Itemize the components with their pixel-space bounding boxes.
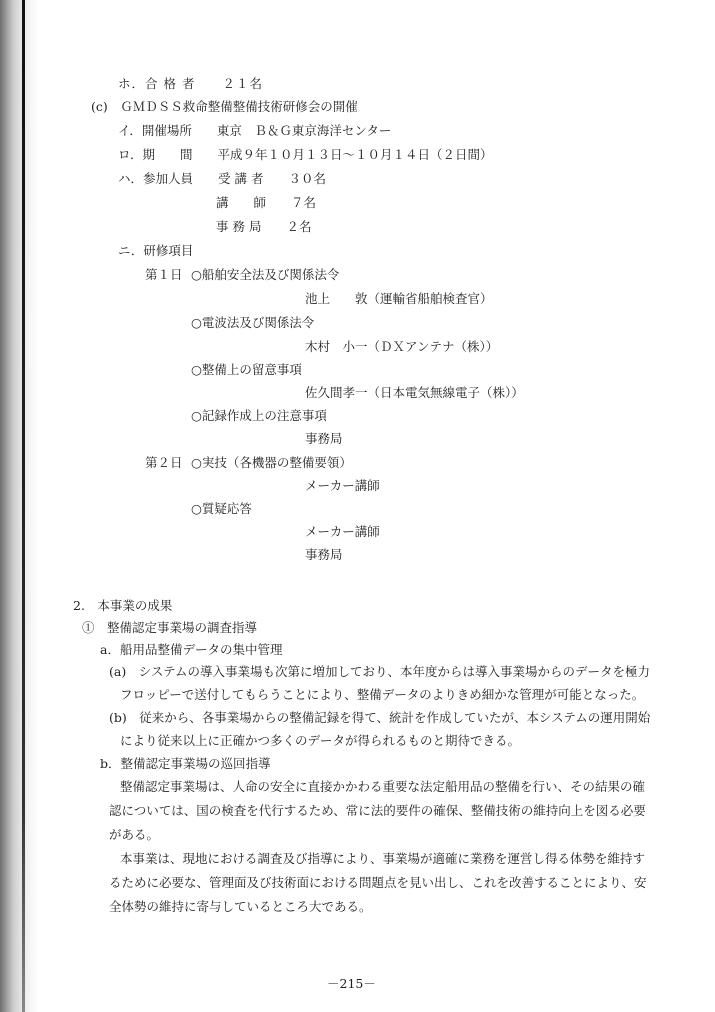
day1-presenter-2: 木村 小一（ＤＸアンテナ（株）） <box>305 339 499 354</box>
instructors-line: 講 師 ７名 <box>216 195 317 210</box>
binding-edge <box>22 0 25 1012</box>
topics-heading: ニ．研修項目 <box>118 243 194 258</box>
item-b-para1-line3: がある。 <box>109 827 160 842</box>
day1-topic-2: ○電波法及び関係法令 <box>191 315 315 330</box>
day2-topic-2: ○質疑応答 <box>191 501 252 516</box>
item-a1-line1: (a) システムの導入事業場も次第に増加しており、本年度からは導入事業場からのデータを極力 <box>109 664 650 679</box>
item-b-heading: b．整備認定事業場の巡回指導 <box>100 756 271 771</box>
passers-line: ホ．合 格 者 ２１名 <box>118 76 263 91</box>
item-a1-line2: フロッピーで送付してもらうことにより、整備データのよりきめ細かな管理が可能となった。 <box>120 687 645 702</box>
day1-presenter-4: 事務局 <box>305 431 343 446</box>
item-b-para1-line1: 整備認定事業場は、人命の安全に直接かかわる重要な法定船用品の整備を行い、その結果の確 <box>120 779 646 794</box>
day2-topic-1: ○実技（各機器の整備要領） <box>191 455 352 470</box>
day2-presenter-2b: 事務局 <box>305 547 343 562</box>
period-line: ロ．期 間 平成９年１０月１３日～１０月１４日（２日間） <box>118 147 493 162</box>
item-b-para2-line1: 本事業は、現地における調査及び指導により、事業場が適確に業務を運営し得る体勢を維持す <box>120 851 646 866</box>
day1-topic-4: ○記録作成上の注意事項 <box>191 408 327 423</box>
day2-label: 第２日 <box>145 455 183 470</box>
day1-label: 第１日 <box>145 267 183 282</box>
day1-presenter-1: 池上 敦（運輸省船舶検査官） <box>305 291 493 306</box>
item-b-para2-line2: るために必要な、管理面及び技術面における問題点を見い出し、これを改善することにより、安 <box>109 875 647 890</box>
item-a2-line2: により従来以上に正確かつ多くのデータが得られるものと期待できる。 <box>120 733 521 748</box>
section-c-heading: (c) ＧＭＤＳＳ救命整備整備技術研修会の開催 <box>91 99 358 114</box>
secretariat-count-line: 事 務 局 ２名 <box>216 219 312 234</box>
section-2-heading: 2. 本事業の成果 <box>73 598 173 613</box>
item-b-para1-line2: 認については、国の検査を代行するため、常に法的要件の確保、整備技術の維持向上を図る必要 <box>109 803 646 818</box>
binding-shadow <box>0 0 40 1012</box>
subsection-1-heading: ① 整備認定事業場の調査指導 <box>82 620 258 635</box>
day2-presenter-1: メーカー講師 <box>305 478 380 493</box>
day1-topic-1: ○船舶安全法及び関係法令 <box>191 267 340 282</box>
day1-topic-3: ○整備上の留意事項 <box>191 362 302 377</box>
day2-presenter-2a: メーカー講師 <box>305 524 380 539</box>
day1-presenter-3: 佐久間孝一（日本電気無線電子（株）） <box>305 385 524 400</box>
participants-line: ハ．参加人員 受 講 者 ３０名 <box>118 171 326 186</box>
item-a-heading: a．船用品整備データの集中管理 <box>100 642 283 657</box>
item-b-para2-line3: 全体勢の維持に寄与しているところ大である。 <box>109 899 372 914</box>
venue-line: イ．開催場所 東京 Ｂ＆Ｇ東京海洋センター <box>118 123 392 138</box>
item-a2-line1: (b) 従来から、各事業場からの整備記録を得て、統計を作成していたが、本システムの運用開始 <box>109 710 651 725</box>
page-number: －215－ <box>327 976 376 991</box>
